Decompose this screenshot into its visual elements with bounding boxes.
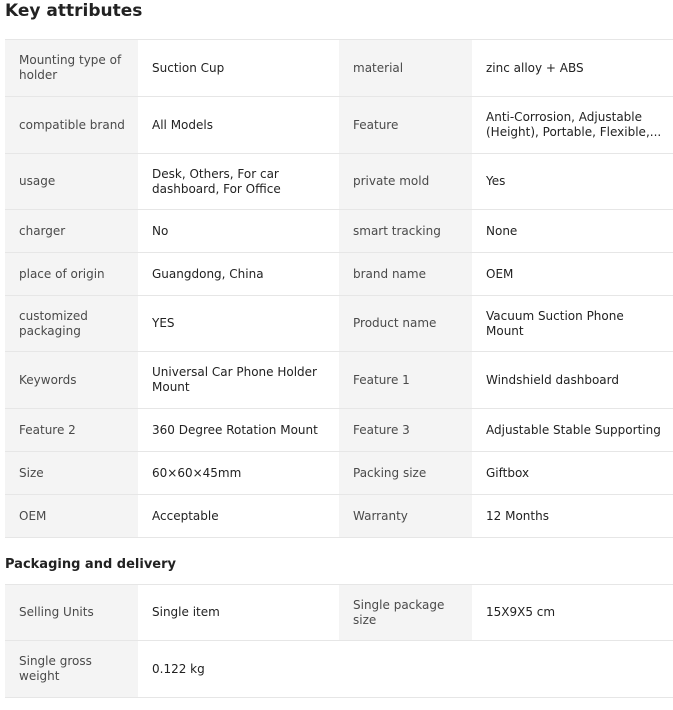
table-row [5, 495, 673, 538]
attribute-label: customized packaging [5, 296, 138, 352]
attribute-label: Selling Units [5, 585, 138, 641]
attribute-value: 360 Degree Rotation Mount [138, 409, 339, 452]
attribute-label: usage [5, 154, 138, 210]
table-row [5, 585, 673, 641]
attribute-value: None [472, 210, 673, 253]
table-row [5, 409, 673, 452]
attribute-value: 0.122 kg [138, 641, 339, 698]
attribute-value: Vacuum Suction Phone Mount [472, 296, 673, 352]
attribute-value: All Models [138, 97, 339, 154]
table-row [5, 641, 673, 698]
table-row [5, 97, 673, 154]
attribute-label: charger [5, 210, 138, 253]
attribute-value: YES [138, 296, 339, 352]
attribute-value: 60×60×45mm [138, 452, 339, 495]
attribute-label: Feature 3 [339, 409, 472, 452]
table-row [5, 296, 673, 352]
key-attributes-table [5, 39, 673, 538]
attribute-label: brand name [339, 253, 472, 296]
attribute-label: Feature 1 [339, 352, 472, 409]
attribute-label: Single package size [339, 585, 472, 641]
attribute-label: Size [5, 452, 138, 495]
attribute-value: No [138, 210, 339, 253]
attribute-value: 12 Months [472, 495, 673, 538]
attribute-value: Yes [472, 154, 673, 210]
attribute-label: compatible brand [5, 97, 138, 154]
attribute-value: OEM [472, 253, 673, 296]
attribute-value: Adjustable Stable Supporting [472, 409, 673, 452]
attribute-label: Warranty [339, 495, 472, 538]
attribute-value: Desk, Others, For car dashboard, For Office [138, 154, 339, 210]
packaging-table [5, 584, 673, 698]
attribute-value: Universal Car Phone Holder Mount [138, 352, 339, 409]
attribute-label: place of origin [5, 253, 138, 296]
attribute-label: Product name [339, 296, 472, 352]
table-row [5, 253, 673, 296]
table-row [5, 210, 673, 253]
empty-cell [339, 641, 673, 698]
table-row [5, 40, 673, 97]
attribute-value: Guangdong, China [138, 253, 339, 296]
attribute-label: material [339, 40, 472, 97]
attribute-label: Keywords [5, 352, 138, 409]
attribute-label: Packing size [339, 452, 472, 495]
attribute-label: Feature 2 [5, 409, 138, 452]
attribute-label: Mounting type of holder [5, 40, 138, 97]
packaging-delivery-title: Packaging and delivery [5, 557, 176, 572]
attribute-value: zinc alloy + ABS [472, 40, 673, 97]
attribute-label: Feature [339, 97, 472, 154]
attribute-value: Suction Cup [138, 40, 339, 97]
attribute-label: OEM [5, 495, 138, 538]
attribute-label: smart tracking [339, 210, 472, 253]
table-row [5, 452, 673, 495]
key-attributes-title: Key attributes [5, 1, 143, 21]
attribute-value: Single item [138, 585, 339, 641]
attribute-value: 15X9X5 cm [472, 585, 673, 641]
attribute-label: private mold [339, 154, 472, 210]
attribute-value: Windshield dashboard [472, 352, 673, 409]
attribute-value: Anti-Corrosion, Adjustable (Height), Portable, Flexible,... [472, 97, 673, 154]
attribute-value: Giftbox [472, 452, 673, 495]
attribute-value: Acceptable [138, 495, 339, 538]
table-row [5, 154, 673, 210]
attribute-label: Single gross weight [5, 641, 138, 698]
table-row [5, 352, 673, 409]
